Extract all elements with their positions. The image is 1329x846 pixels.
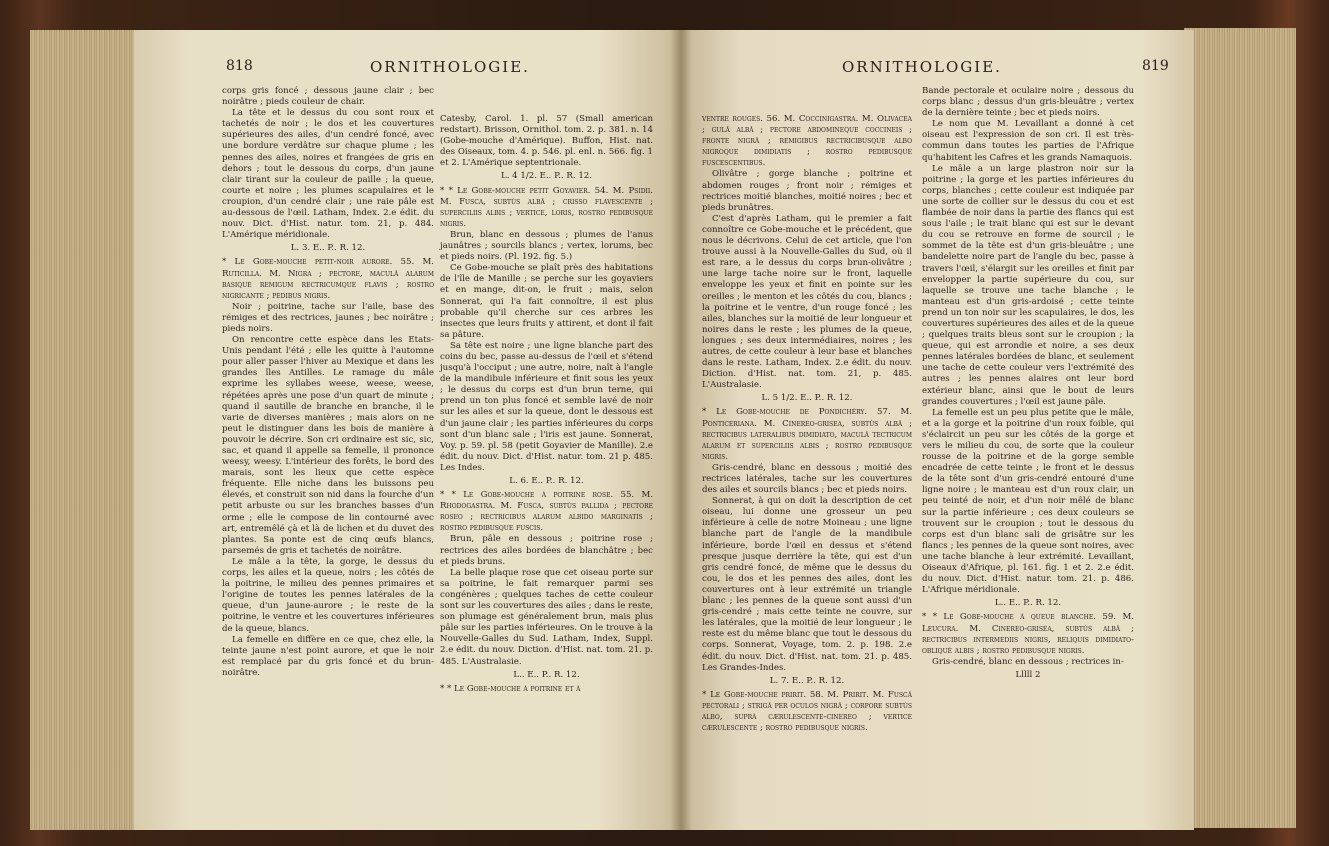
species-entry: * * Le Gobe-mouche petit Goyavier. 54. M. Psidii. M. Fusca, subtùs albâ ; crisso flavescente ; superciliis albis ; vertice, loris, rostro pedibusque nigris.: [440, 185, 653, 229]
paragraph: Gris-cendré, blanc en dessous ; moitié des rectrices latérales, tache sur les couvertures des ailes et sourcils blancs ; bec et pieds noirs.: [702, 462, 912, 496]
paragraph: Ce Gobe-mouche se plaît près des habitations de l'île de Manille ; se perche sur les goyaviers et en mange, dit-on, le fruit ; mais, selon Sonnerat, qui l'a fait connoître, il est plus probable qu'il cherche sur ces arbres les insectes que leurs fruits y attirent, et dont il fait sa pâture.: [440, 263, 653, 340]
measurement-line: L. 3. E.. P.. R. 12.: [290, 243, 366, 254]
paragraph: corps gris foncé ; dessous jaune clair ; bec noirâtre ; pieds couleur de chair.: [222, 86, 434, 108]
paragraph: C'est d'après Latham, qui le premier a fait connoître ce Gobe-mouche et le précédent, que nous le décrivons. Celui de cet article, que l'on trouve aussi à la Nouvelle-Galles du Sud, où il est rare, a le dessus du corps brun-olivâtre ; une large tache noire sur le front, laquelle enveloppe les yeux et finit en pointe sur les oreilles ; le menton et les côtés du cou, blancs ; la poitrine et le ventre, d'un rouge foncé ; les ailes, blanches sur la moitié de leur longueur et noires dans le reste ; les plumes de la queue, longues ; ses deux intermédiaires, noires ; les autres, de cette couleur à leur base et blanches dans le reste. Latham, Index. 2.e édit. du nouv. Diction. d'Hist. nat. tom. 21, p. 485. L'Australasie.: [702, 213, 912, 391]
measurement-line: L.. E.. P.. R. 12.: [513, 669, 580, 680]
species-entry: * * Le Gobe-mouche à poitrine rose. 55. M. Rhodogastra. M. Fusca, subtùs pallida ; pectore roseo ; rectricibus alarum albido marginatis ; rostro pedibusque fuscis.: [440, 490, 653, 534]
paragraph: Le mâle a la tête, la gorge, le dessus du corps, les ailes et la queue, noirs ; les côtés de la poitrine, le milieu des pennes primaires et l'origine de toutes les pennes latérales de la queue, d'un jaune-aurore ; le reste de la poitrine, le ventre et les couvertures inférieures de la queue, blancs.: [222, 556, 434, 634]
paragraph: Bande pectorale et oculaire noire ; dessous du corps blanc ; dessus d'un gris-bleuâtre ; vertex de la dernière teinte ; bec et pieds noirs.: [922, 86, 1134, 119]
paragraph: La belle plaque rose que cet oiseau porte sur sa poitrine, le fait remarquer parmi ses congénères ; quelques taches de cette couleur sont sur les couvertures des ailes ; dans le reste, son plumage est généralement brun, mais plus pâle sur les parties inférieures. On le trouve à la Nouvelle-Galles du Sud. Latham, Index, Suppl. 2.e édit. du nouv. Diction. d'Hist. nat. tom. 21. p. 485. L'Australasie.: [440, 567, 653, 667]
paragraph: Noir ; poitrine, tache sur l'aile, base des rémiges et des rectrices, jaunes ; bec noirâtre ; pieds noirs.: [222, 301, 434, 334]
paragraph: Sonnerat, à qui on doit la description de cet oiseau, lui donne une grosseur un peu inférieure à celle de notre Moineau ; une ligne blanche part de l'angle de la mandibule inférieure, borde l'œil en dessus et s'étend presque jusque derrière la tête, qui est d'un gris cendré foncé, de même que le dessus du cou, le dos et les pennes des ailes, dont les couvertures ont à leur extrémité un triangle blanc ; les pennes de la queue sont aussi d'un gris-cendré ; mais cette teinte ne couvre, sur les latérales, que la moitié de leur longueur ; le reste est du même blanc que tout le dessous du corps. Sonnerat, Voyage, tom. 2. p. 198. 2.e édit. du nouv. Dict. d'Hist. nat. tom. 21. p. 485. Les Grandes-Indes.: [702, 496, 912, 673]
paragraph: La femelle en diffère en ce que, chez elle, la teinte jaune n'est point aurore, et que le noir est remplacé par du gris foncé et du brun-noirâtre.: [222, 634, 434, 678]
paragraph: Sa tête est noire ; une ligne blanche part des coins du bec, passe au-dessus de l'œil et s'étend jusqu'à l'occiput ; une autre, noire, naît à l'angle de la mandibule inférieure et finit sous les yeux ; le dessus du corps est d'un brun terne, qui prend un ton plus foncé et semble lavé de noir sur les ailes et sur la queue, dont le dessous est d'un jaune clair ; les parties inférieures du corps sont d'un blanc sale ; l'iris est jaune. Sonnerat, Voy. p. 59. pl. 58 (petit Goyavier de Manille). 2.e édit. du nouv. Dict. d'Hist. natur. tom. 21 p. 485. Les Indes.: [440, 340, 653, 473]
measurement-line: L. 4 1/2. E.. P.. R. 12.: [501, 171, 592, 182]
species-entry: * Le Gobe-mouche petit-noir aurore. 55. M. Ruticilla. M. Nigra ; pectore, maculâ alarum basique remigum rectricumque flavis ; rostro nigricante ; pedibus nigris.: [222, 257, 434, 301]
measurement-line: L.. E.. P.. R. 12.: [994, 598, 1062, 609]
species-entry: ventre rouges. 56. M. Coccinigastra. M. Olivacea ; gulâ albâ ; pectore abdomineque coccineis ; fronte nigrâ ; remigibus rectricibusque albo nigroque dimidiatis ; rostro pedibusque fuscescentibus.: [702, 114, 912, 169]
paragraph: Le mâle a un large plastron noir sur la poitrine ; la gorge et les parties inférieures du corps, blanches ; cette couleur est indiquée par une sorte de collier sur le dessus du cou et est flambée de noir dans la partie des flancs qui est sous l'aile ; le trait blanc qui est sur le devant du cou se retrouve en forme de sourcil ; le sommet de la tête est d'un gris-bleuâtre ; une bandelette noire part de l'angle du bec, passe à travers l'œil, s'élargit sur les oreilles et finit par envelopper la partie supérieure du cou, sur laquelle se trouve une tache blanche ; le manteau est d'un gris-ardoisé ; cette teinte prend un ton noir sur les scapulaires, le dos, les couvertures supérieures des ailes et de la queue ; quelques traits bleus sont sur le croupion ; la queue, qui est arrondie et noire, a ses deux pennes latérales bordées de blanc, et seulement une tache de cette couleur vers l'extrémité des autres ; les pennes alaires ont leur bord extérieur blanc, ainsi que le bout de leurs grandes couvertures ; l'œil est jaune pâle.: [922, 163, 1134, 407]
page-edges-left: [30, 30, 138, 830]
paragraph: Brun, blanc en dessous ; plumes de l'anus jaunâtres ; sourcils blancs ; vertex, lorums, bec et pieds noirs. (Pl. 192. fig. 5.): [440, 229, 653, 263]
paragraph: Catesby, Carol. 1. pl. 57 (Small american redstart). Brisson, Ornithol. tom. 2. p. 381. n. 14 (Gobe-mouche d'Amérique). Buffon, Hist. nat. des Oiseaux, tom. 4. p. 546. pl. enl. n. 566. fig. 1 et 2. L'Amérique septentrionale.: [440, 114, 653, 169]
measurement-line: L. 6. E.. P.. R. 12.: [509, 476, 584, 486]
left-column-1: [222, 86, 434, 826]
right-running-head: ORNITHOLOGIE.: [842, 58, 1002, 76]
left-running-head: ORNITHOLOGIE.: [370, 58, 530, 76]
right-page-number: 819: [1142, 58, 1169, 74]
paragraph: La tête et le dessus du cou sont roux et tachetés de noir ; le dos et les couvertures supérieures des ailes, d'un cendré foncé, avec une bordure verdâtre sur chaque plume ; les pennes des ailes, noires et frangées de gris en dehors ; tout le dessous du corps, d'un jaune clair tirant sur la couleur de paille ; la queue, courte et noire ; les plumes scapulaires et le croupion, d'un cendré clair ; une raie pâle est au-dessous de l'œil. Latham, Index. 2.e édit. du nouv. Dict. d'Hist. natur. tom. 21, p. 484. L'Amérique méridionale.: [222, 108, 434, 241]
measurement-line: L. 7. E.. P.. R. 12.: [769, 675, 845, 686]
paragraph: Le nom que M. Levaillant a donné à cet oiseau est l'expression de son cri. Il est très-commun dans toutes les parties de l'Afrique qu'habitent les Cafres et les grands Namaquois.: [922, 119, 1134, 163]
paragraph: Olivâtre ; gorge blanche ; poitrine et abdomen rouges ; front noir ; rémiges et rectrices moitié blanches, moitié noires ; bec et pieds brunâtres.: [702, 169, 912, 213]
paragraph: On rencontre cette espèce dans les Etats-Unis pendant l'été ; elle les quitte à l'automne pour aller passer l'hiver au Mexique et dans les grandes îles Antilles. Le ramage du mâle exprime les syllabes weese, weese, weese, répétées après une pose d'un quart de minute ; quand il sautille de branche en branche, il le varie de diverses manières ; mais alors on ne peut le distinguer dans les bois de manière à pouvoir le décrire. Son cri ordinaire est sic, sic, sac, et quand il appelle sa femelle, il prononce weesy, weesy. L'intérieur des forêts, le bord des marais, sont les lieux que cette espèce fréquente. Elle niche dans les buissons peu élevés, et construit son nid dans la fourche d'un petit arbuste ou sur les branches basses d'un orme ; elle le compose de lin contourné avec art, entremêlé çà et là de lichen et du duvet des plantes. Sa ponte est de cinq œufs blancs, parsemés de gris et tachetés de noirâtre.: [222, 335, 434, 556]
right-column-1: [702, 114, 912, 830]
species-entry: * Le Gobe-mouche pririt. 58. M. Pririt. M. Fuscâ pectorali ; strigâ per oculos nigrâ ; corpore subtùs albo, suprà cærulescente-cinereo ; vertice cærulescente ; rostro pedibusque nigris.: [702, 689, 912, 734]
measurement-line: L. 5 1/2. E.. P.. R. 12.: [761, 393, 853, 404]
left-column-2: [440, 114, 653, 830]
book-gutter: [670, 30, 692, 830]
species-entry: * Le Gobe-mouche de Pondichéry. 57. M. Ponticeriana. M. Cinereo-grisea, subtùs albâ ; rectricibus lateralibus dimidiato, maculâ tectricum alarum et superciliis albis ; rostro pedibusque nigris.: [702, 407, 912, 462]
page-edges-right: [1184, 28, 1296, 828]
signature-mark: Lllll 2: [1015, 669, 1041, 680]
paragraph: La femelle est un peu plus petite que le mâle, et a la gorge et la poitrine d'un roux foible, qui s'éclaircit un peu sur les côtés de la gorge et vers le milieu du cou, de sorte que la couleur rousse de la poitrine et de la gorge semble encadrée de cette teinte ; le front et le dessus de la tête sont d'un gris-cendré entouré d'une ligne noire ; le manteau est d'un roux clair, un peu teinté de noir, et d'un noir mêlé de blanc sur la partie inférieure ; ces deux couleurs se trouvent sur le croupion ; tout le dessous du corps est d'un blanc sali de grisâtre sur les flancs ; les pennes de la queue sont noires, avec une tache blanche à leur extrémité. Levaillant, Oiseaux d'Afrique, pl. 161. fig. 1 et 2. 2.e édit. du nouv. Dict. d'Hist. natur. tom. 21. p. 486. L'Afrique méridionale.: [922, 407, 1134, 596]
left-page-number: 818: [226, 58, 253, 74]
paragraph: Gris-cendré, blanc en dessous ; rectrices in-: [932, 656, 1124, 667]
paragraph: Brun, pâle en dessous ; poitrine rose ; rectrices des ailes bordées de blanchâtre ; bec et pieds bruns.: [440, 534, 653, 567]
species-entry: * * Le Gobe-mouche à queue blanche. 59. M. Leucura. M. Cinereo-grisea, subtùs albâ ; rectricibus intermediis nigris, reliquis dimidiato-obliquè albis ; rostro pedibusque nigris.: [922, 612, 1134, 656]
species-entry: * * Le Gobe-mouche à poitrine et à: [440, 683, 581, 694]
right-column-2: [922, 86, 1134, 830]
